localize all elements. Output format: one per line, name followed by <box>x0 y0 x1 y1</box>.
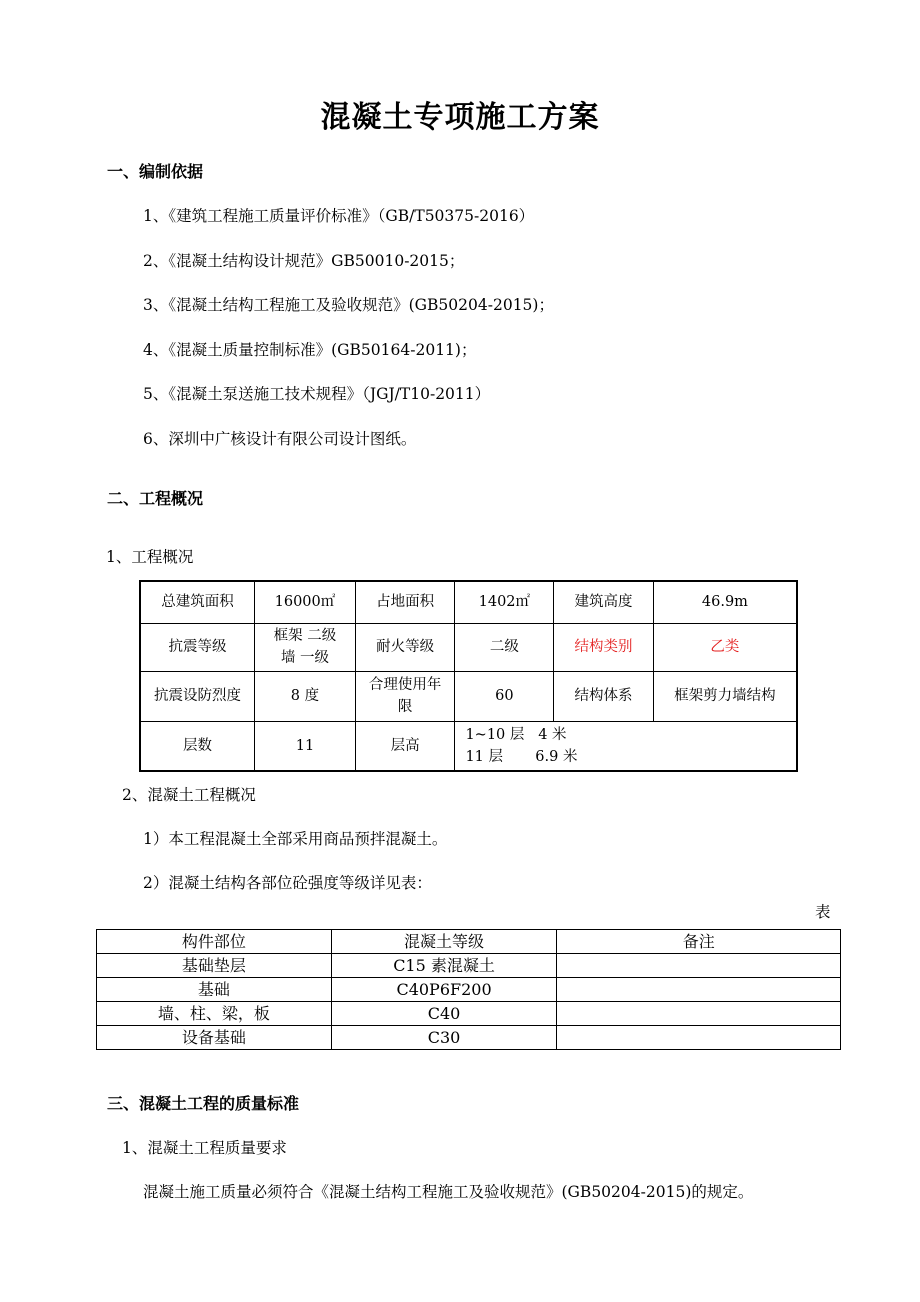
basis-item: 5、《混凝土泵送施工技术规程》（JGJ/T10-2011） <box>143 385 491 403</box>
table-cell: 16000㎡ <box>255 581 356 623</box>
table-cell: 占地面积 <box>355 581 455 623</box>
table-cell-highlight: 乙类 <box>653 623 797 671</box>
cell-line: 11 层 6.9 米 <box>465 748 578 765</box>
table-cell: 层数 <box>140 721 255 771</box>
table-cell-floor-height <box>455 721 797 771</box>
paragraph: 混凝土施工质量必须符合《混凝土结构工程施工及验收规范》(GB50204-2015)的规定。 <box>143 1183 754 1201</box>
table-cell: 8 度 <box>255 671 356 721</box>
table-cell <box>557 978 841 1002</box>
table-caption: 表 <box>815 903 831 921</box>
section-heading-basis: 一、编制依据 <box>107 162 204 181</box>
table-cell: 1402㎡ <box>455 581 554 623</box>
table-cell <box>255 623 356 671</box>
subheading-quality: 1、混凝土工程质量要求 <box>122 1139 287 1157</box>
section-heading-quality: 三、混凝土工程的质量标准 <box>107 1094 300 1113</box>
table-cell: 墙、柱、梁，板 <box>97 1002 332 1026</box>
basis-item: 4、《混凝土质量控制标准》(GB50164-2011)； <box>143 341 477 359</box>
paragraph: 1）本工程混凝土全部采用商品预拌混凝土。 <box>143 830 448 848</box>
table-header-cell: 混凝土等级 <box>331 930 557 954</box>
concrete-grade-table <box>96 929 841 1050</box>
table-cell: C40P6F200 <box>331 978 557 1002</box>
project-overview-table <box>139 580 798 772</box>
table-row <box>140 721 797 771</box>
table-cell: 基础 <box>97 978 332 1002</box>
subheading-concrete: 2、混凝土工程概况 <box>122 786 256 804</box>
table-row <box>97 1002 841 1026</box>
table-cell: C40 <box>331 1002 557 1026</box>
table-cell: C15 素混凝土 <box>331 954 557 978</box>
basis-item: 1、《建筑工程施工质量评价标准》（GB/T50375-2016） <box>143 207 535 225</box>
table-cell: 结构体系 <box>554 671 654 721</box>
basis-item: 2、《混凝土结构设计规范》GB50010-2015； <box>143 252 465 270</box>
table-cell: 框架剪力墙结构 <box>653 671 797 721</box>
table-cell: 设备基础 <box>97 1026 332 1050</box>
cell-line: 1~10 层 4 米 <box>465 726 567 743</box>
cell-line: 框架 二级 <box>273 628 337 644</box>
cell-line: 墙 一级 <box>280 650 329 666</box>
cell-line: 合理使用年 <box>368 677 442 693</box>
table-cell: 建筑高度 <box>554 581 654 623</box>
table-header-cell: 构件部位 <box>97 930 332 954</box>
basis-item: 3、《混凝土结构工程施工及验收规范》(GB50204-2015)； <box>143 296 554 314</box>
table-row <box>140 581 797 623</box>
table-header-cell: 备注 <box>557 930 841 954</box>
table-row <box>97 954 841 978</box>
table-cell: 耐火等级 <box>355 623 455 671</box>
page-title: 混凝土专项施工方案 <box>320 100 600 135</box>
table-cell: 60 <box>455 671 554 721</box>
table-cell: 层高 <box>355 721 455 771</box>
table-cell: 二级 <box>455 623 554 671</box>
table-row <box>140 623 797 671</box>
table-row <box>97 1026 841 1050</box>
table-header-row <box>97 930 841 954</box>
table-row <box>97 978 841 1002</box>
table-cell: 11 <box>255 721 356 771</box>
table-cell: 46.9m <box>653 581 797 623</box>
table-cell-highlight: 结构类别 <box>554 623 654 671</box>
table-cell: 抗震等级 <box>140 623 255 671</box>
table-cell: 总建筑面积 <box>140 581 255 623</box>
table-cell: C30 <box>331 1026 557 1050</box>
basis-item: 6、深圳中广核设计有限公司设计图纸。 <box>143 430 417 448</box>
table-cell: 抗震设防烈度 <box>140 671 255 721</box>
subheading-overview: 1、工程概况 <box>106 548 194 566</box>
table-cell: 基础垫层 <box>97 954 332 978</box>
section-heading-overview: 二、工程概况 <box>107 489 204 508</box>
table-row <box>140 671 797 721</box>
table-cell <box>355 671 455 721</box>
table-cell <box>557 954 841 978</box>
paragraph: 2）混凝土结构各部位砼强度等级详见表： <box>143 874 432 892</box>
cell-line: 限 <box>397 699 413 715</box>
table-cell <box>557 1002 841 1026</box>
table-cell <box>557 1026 841 1050</box>
